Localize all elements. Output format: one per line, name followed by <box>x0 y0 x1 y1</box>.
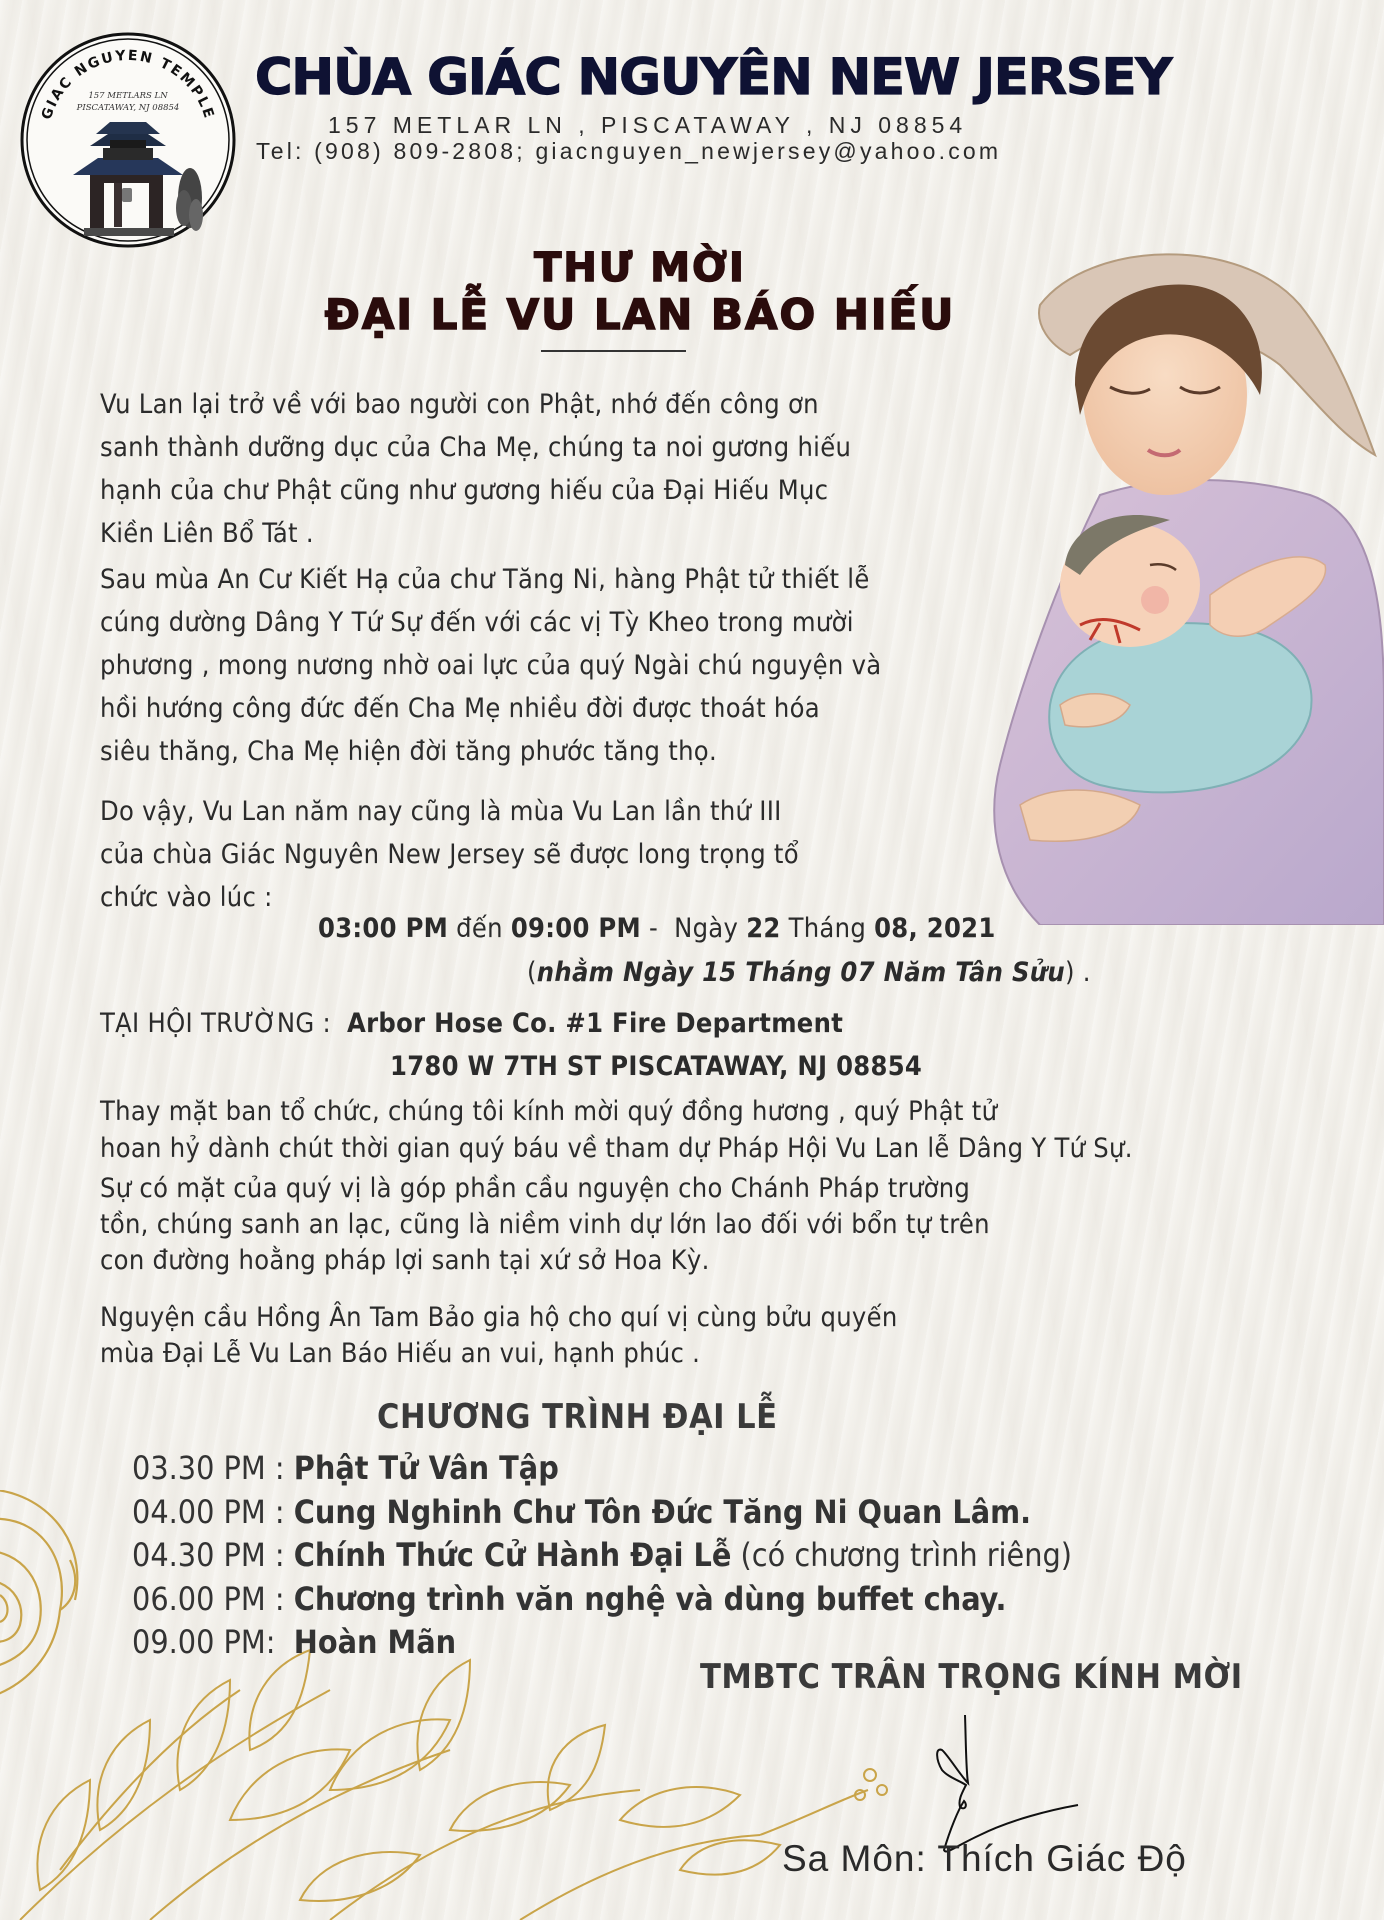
temple-address: 157 METLAR LN , PISCATAWAY , NJ 08854 <box>328 112 968 138</box>
paragraph-line: con đường hoằng pháp lợi sanh tại xứ sở Hoa Kỳ. <box>100 1245 710 1276</box>
event-title: ĐẠI LỄ VU LAN BÁO HIẾU <box>324 290 956 339</box>
paragraph-line: tồn, chúng sanh an lạc, cũng là niềm vinh dự lớn lao đối với bổn tự trên <box>100 1209 990 1240</box>
schedule-note: (có chương trình riêng) <box>731 1536 1073 1574</box>
event-month-year: 08, 2021 <box>874 913 996 944</box>
title-divider <box>541 350 686 352</box>
schedule-event: Phật Tử Vân Tập <box>293 1449 559 1487</box>
lunar-date <box>527 957 1091 988</box>
schedule-time: 04.30 PM : <box>132 1536 294 1574</box>
schedule-time: 03.30 PM : <box>132 1449 294 1487</box>
venue-label: TẠI HỘI TRƯỜNG : <box>100 1008 348 1039</box>
closing-text: TMBTC TRÂN TRỌNG KÍNH MỜI <box>700 1657 1243 1697</box>
paragraph-line: sanh thành dưỡng dục của Cha Mẹ, chúng ta noi gương hiếu <box>100 432 852 463</box>
lunar-date-text: nhằm Ngày 15 Tháng 07 Năm Tân Sửu <box>536 957 1065 988</box>
end-time: 09:00 PM <box>510 913 642 944</box>
paragraph-line: hoan hỷ dành chút thời gian quý báu về tham dự Pháp Hội Vu Lan lễ Dâng Y Tứ Sự. <box>100 1133 1133 1164</box>
paragraph-line: mùa Đại Lễ Vu Lan Báo Hiếu an vui, hạnh phúc . <box>100 1338 701 1369</box>
paragraph-line: Kiền Liên Bổ Tát . <box>100 518 314 549</box>
paragraph-line: Thay mặt ban tổ chức, chúng tôi kính mời quý đồng hương , quý Phật tử <box>100 1096 998 1127</box>
schedule-event: Hoàn Mãn <box>293 1623 457 1661</box>
schedule-event: Chính Thức Cử Hành Đại Lễ <box>293 1536 732 1574</box>
paragraph-presence <box>100 1171 990 1279</box>
month-label: Tháng <box>780 913 875 944</box>
schedule-event: Cung Nghinh Chư Tôn Đức Tăng Ni Quan Lâm. <box>293 1492 1032 1531</box>
paren-open: ( <box>527 957 537 988</box>
time-connector: đến <box>448 913 511 944</box>
logo-address-line2: PISCATAWAY, NJ 08854 <box>76 103 180 113</box>
paragraph-line: cúng dường Dâng Y Tứ Sự đến với các vị Tỳ Kheo trong mười <box>100 607 854 638</box>
paragraph-line: Sau mùa An Cư Kiết Hạ của chư Tăng Ni, hàng Phật tử thiết lễ <box>100 564 870 595</box>
schedule-item <box>132 1578 1072 1622</box>
schedule-item <box>132 1491 1072 1535</box>
paren-close: ) . <box>1064 957 1091 988</box>
temple-contact: Tel: (908) 809-2808; giacnguyen_newjersey@yahoo.com <box>256 138 1002 164</box>
venue <box>100 1008 843 1039</box>
schedule-time: 09.00 PM: <box>132 1623 294 1661</box>
logo-address-line1: 157 METLARS LN <box>88 91 168 101</box>
venue-name: Arbor Hose Co. #1 Fire Department <box>347 1008 844 1039</box>
paragraph-line: chức vào lúc : <box>100 882 273 913</box>
mother-child-illustration-icon <box>980 245 1384 925</box>
schedule-list <box>132 1447 1072 1665</box>
venue-address: 1780 W 7TH ST PISCATAWAY, NJ 08854 <box>390 1051 923 1082</box>
paragraph-event-intro <box>100 790 799 919</box>
paragraph-line: của chùa Giác Nguyên New Jersey sẽ được long trọng tổ <box>100 839 799 870</box>
paragraph-an-cu <box>100 558 881 773</box>
paragraph-line: Nguyện cầu Hồng Ân Tam Bảo gia hộ cho quí vị cùng bửu quyến <box>100 1302 898 1333</box>
schedule-time: 04.00 PM : <box>132 1492 294 1531</box>
temple-name-title: CHÙA GIÁC NGUYÊN NEW JERSEY <box>255 48 1172 106</box>
logo-ring-text: GIAC NGUYEN TEMPLE <box>38 47 218 122</box>
paragraph-line: Sự có mặt của quý vị là góp phần cầu nguyện cho Chánh Pháp trường <box>100 1173 971 1204</box>
schedule-item <box>132 1447 1072 1491</box>
paragraph-line: siêu thăng, Cha Mẹ hiện đời tăng phước tăng thọ. <box>100 736 717 767</box>
temple-logo <box>18 30 238 250</box>
paragraph-intro <box>100 383 851 555</box>
date-separator: - Ngày <box>641 913 747 944</box>
paragraph-line: phương , mong nương nhờ oai lực của quý Ngài chú nguyện và <box>100 650 882 681</box>
schedule-heading: CHƯƠNG TRÌNH ĐẠI LỄ <box>377 1397 778 1437</box>
paragraph-line: hồi hướng công đức đến Cha Mẹ nhiều đời được thoát hóa <box>100 693 820 724</box>
paragraph-blessing <box>100 1300 898 1372</box>
signer-name: Sa Môn: Thích Giác Độ <box>782 1838 1187 1879</box>
schedule-event: Chương trình văn nghệ và dùng buffet chay. <box>293 1579 1007 1618</box>
paragraph-line: Do vậy, Vu Lan năm nay cũng là mùa Vu Lan lần thứ III <box>100 796 782 827</box>
event-day: 22 <box>746 913 781 944</box>
schedule-time: 06.00 PM : <box>132 1579 294 1618</box>
event-datetime <box>318 913 996 944</box>
start-time: 03:00 PM <box>318 913 449 944</box>
paragraph-line: Vu Lan lại trở về với bao người con Phật, nhớ đến công ơn <box>100 389 819 420</box>
paragraph-line: hạnh của chư Phật cũng như gương hiếu của Đại Hiếu Mục <box>100 475 829 506</box>
paragraph-invitation <box>100 1093 1133 1167</box>
pagoda-logo-icon <box>18 30 238 250</box>
invitation-title: THƯ MỜI <box>534 245 746 291</box>
schedule-item <box>132 1534 1072 1578</box>
